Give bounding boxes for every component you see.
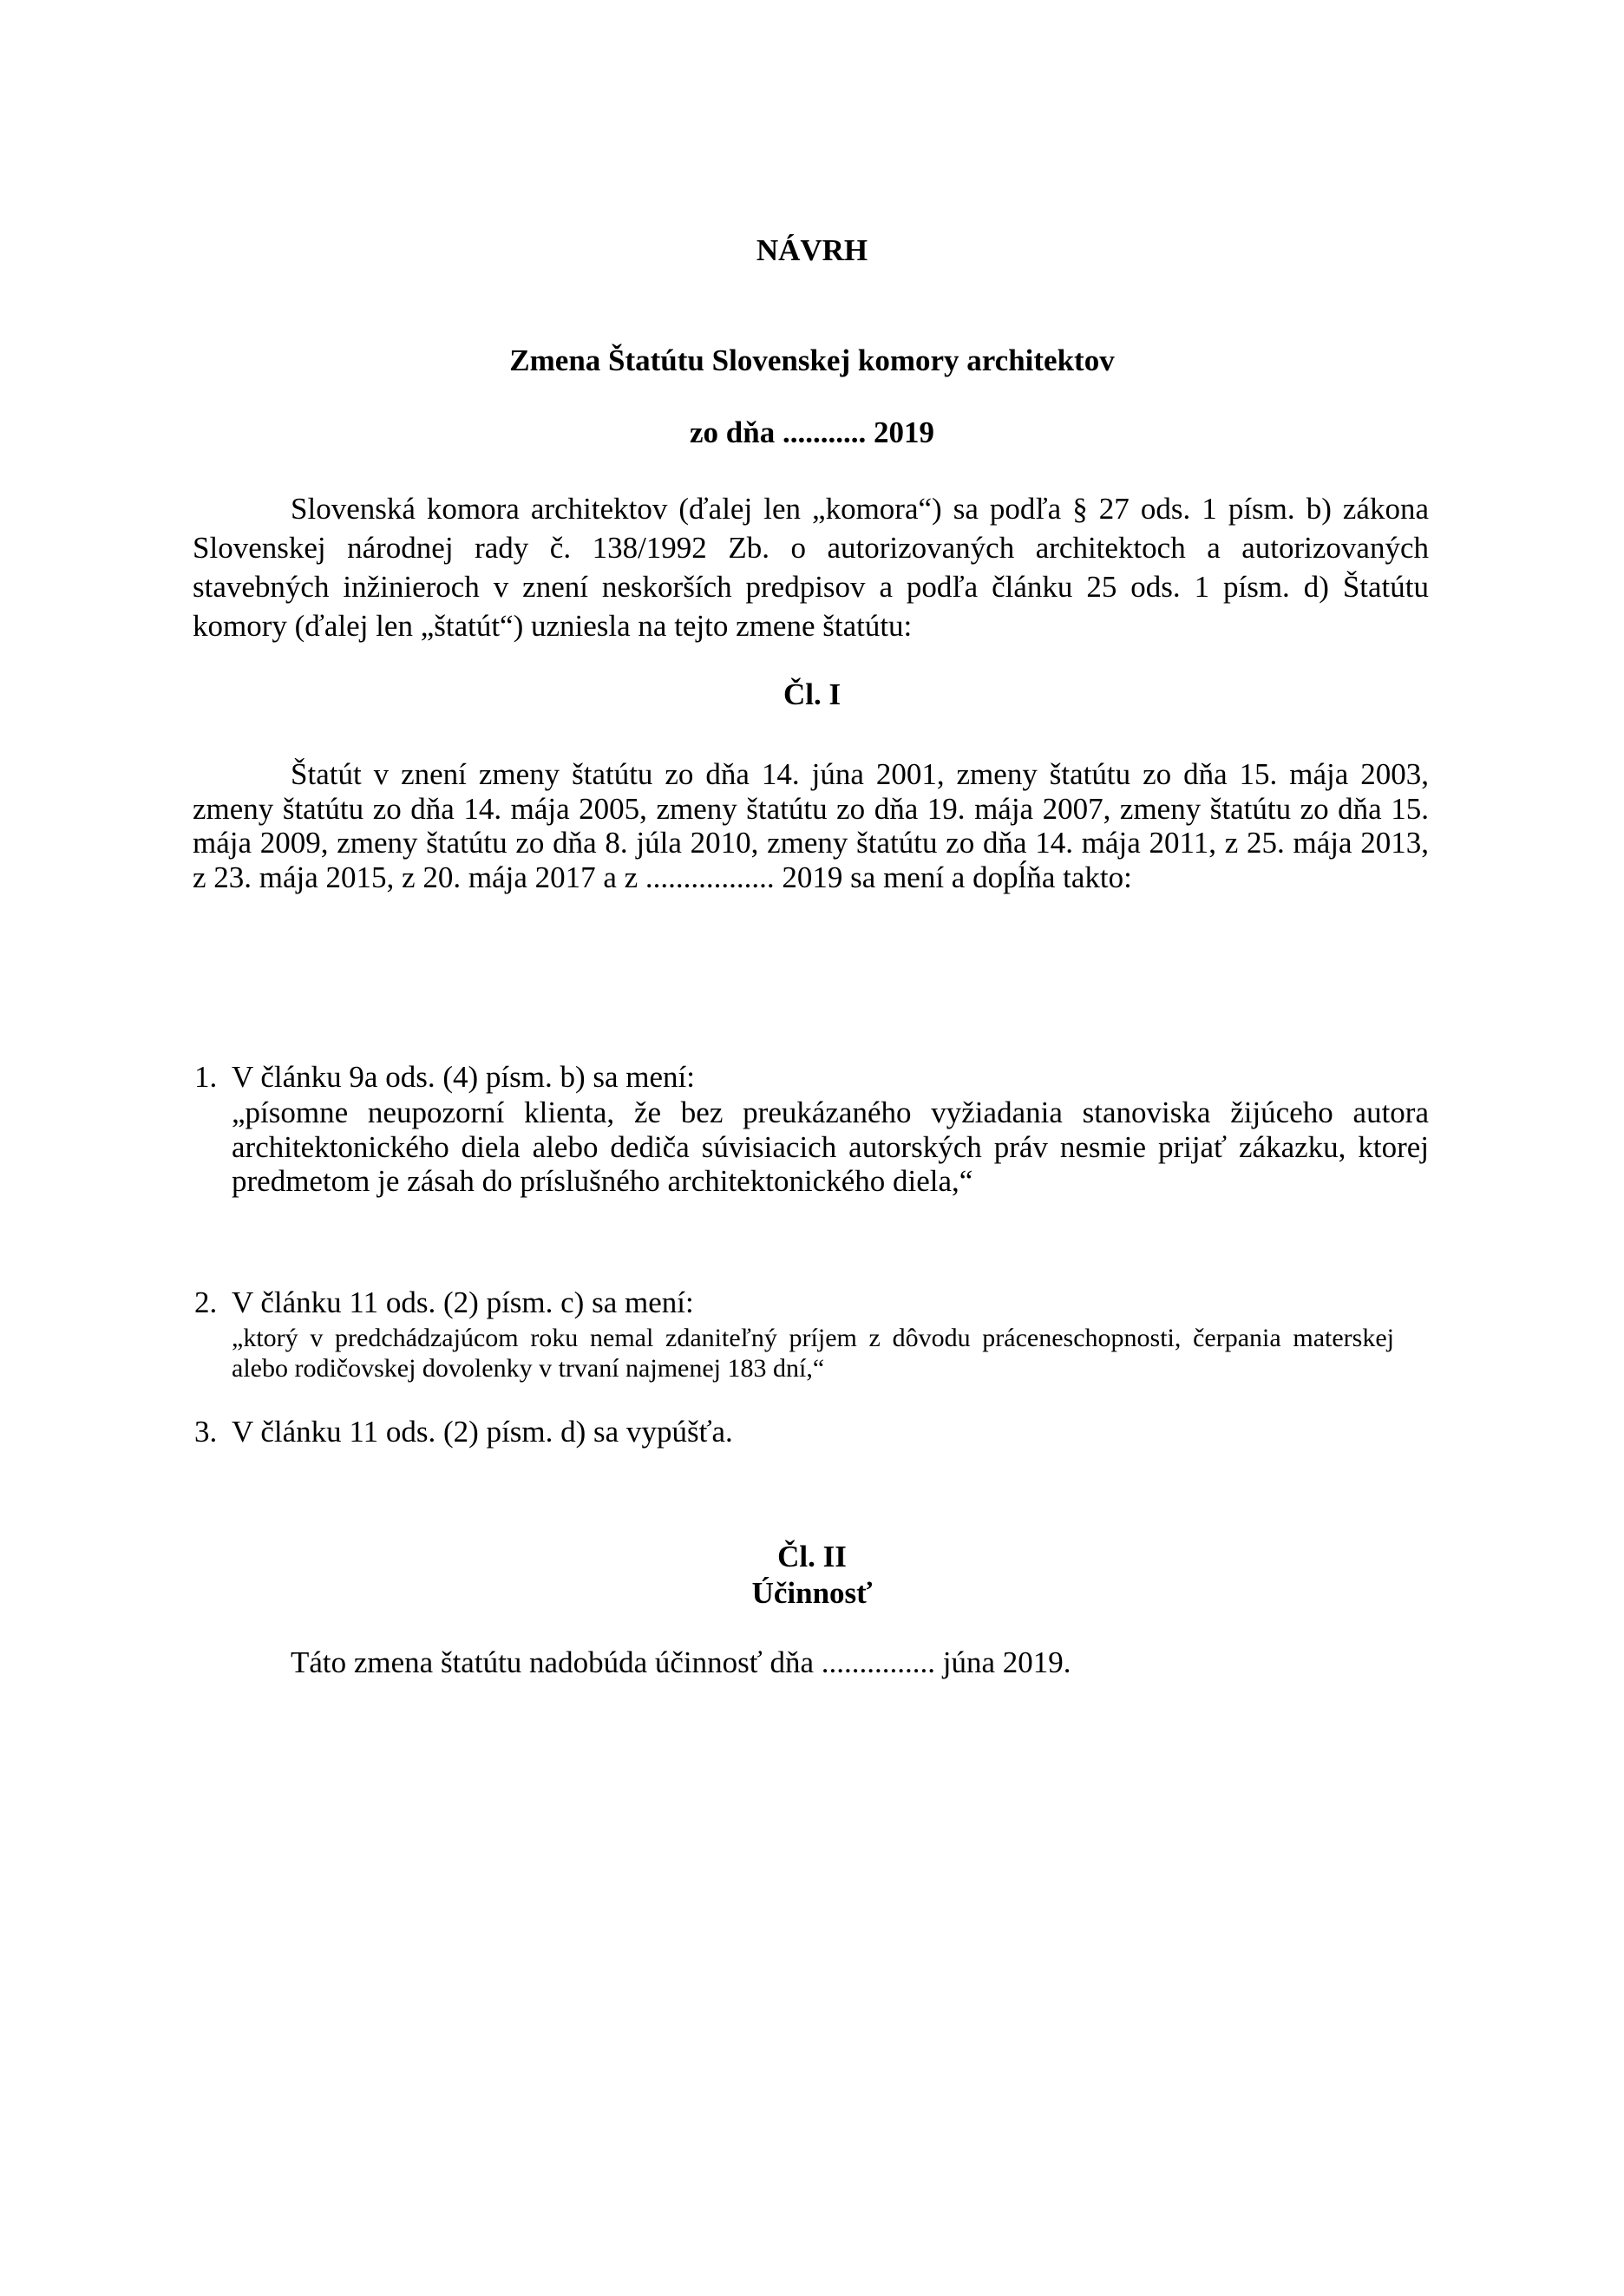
article-2-subheading: Účinnosť (751, 1576, 873, 1610)
item-text: V článku 11 ods. (2) písm. c) sa mení: (232, 1285, 694, 1319)
item-number: 1. (194, 1060, 218, 1094)
item-text: V článku 11 ods. (2) písm. d) sa vypúšťa. (232, 1415, 733, 1449)
item-number: 3. (194, 1415, 218, 1449)
draft-label: NÁVRH (756, 233, 868, 267)
amendment-item-3 (193, 1415, 1429, 1454)
item-text: V článku 9a ods. (4) písm. b) sa mení: (232, 1060, 695, 1094)
article-1-section (193, 757, 1429, 894)
article-1-heading: Čl. I (783, 677, 841, 711)
article-2-paragraph: Táto zmena štatútu nadobúda účinnosť dňa ............... júna 2019. (291, 1645, 1071, 1679)
article-1-paragraph: Štatút v znení zmeny štatútu zo dňa 14. júna 2001, zmeny štatútu zo dňa 15. mája 2003, zmeny štatútu zo dňa 14. mája 2005, zmeny štatútu zo dňa 19. mája 2007, zmeny štatútu zo dňa 15. mája 2009, zmeny štatútu zo dňa 8. júla 2010, zmeny štatútu zo dňa 14. mája 2011, z 25. mája 2013, z 23. mája 2015, z 20. mája 2017 a z ................. 2019 sa mení a dopĺňa takto: (193, 757, 1429, 894)
document-title: Zmena Štatútu Slovenskej komory architektov (509, 343, 1115, 377)
item-quote: „ktorý v predchádzajúcom roku nemal zdaniteľný príjem z dôvodu práceneschopnosti, čerpania materskej alebo rodičovskej dovolenky v trvaní najmenej 183 dní,“ (232, 1324, 1394, 1383)
intro-paragraph: Slovenská komora architektov (ďalej len „komora“) sa podľa § 27 ods. 1 písm. b) zákona Slovenskej národnej rady č. 138/1992 Zb. o autorizovaných architektoch a autorizovaných stavebných inžinieroch v znení neskorších predpisov a podľa článku 25 ods. 1 písm. d) Štatútu komory (ďalej len „štatút“) uzniesla na tejto zmene štatútu: (193, 492, 1429, 643)
article-2-heading: Čl. II (777, 1540, 847, 1573)
intro-section (193, 489, 1429, 645)
item-number: 2. (194, 1285, 218, 1319)
document-date-line: zo dňa ........... 2019 (690, 415, 934, 449)
amendment-item-2 (193, 1285, 1429, 1390)
item-quote: „písomne neupozorní klienta, že bez preukázaného vyžiadania stanoviska žijúceho autora architektonického diela alebo dediča súvisiacich autorských práv nesmie prijať zákazku, ktorej predmetom je zásah do príslušného architektonického diela,“ (232, 1096, 1429, 1198)
amendment-item-1 (193, 1060, 1429, 1207)
